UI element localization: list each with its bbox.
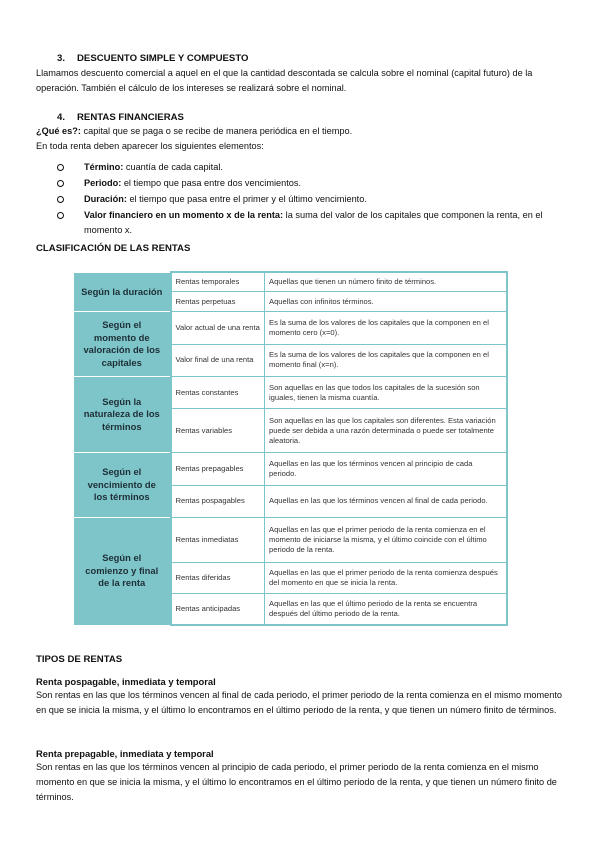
elements-intro: En toda renta deben aparecer los siguientes elementos: (36, 141, 264, 151)
bullet-circle-icon (57, 164, 64, 171)
section-4-number: 4. (57, 112, 66, 123)
type-cell: Valor actual de una renta (171, 312, 265, 344)
table-row (74, 376, 507, 408)
section-3-body: Llamamos descuento comercial a aquel en el que la cantidad descontada se calcula sobre el nominal (capital futuro) de la operación. También el cálculo de los intereses se realizará sobre el nominal. (36, 68, 533, 93)
element-term: Término: (84, 162, 124, 172)
table-row (74, 312, 507, 344)
description-cell: Son aquellas en las que los capitales son diferentes. Esta variación puede ser debida a una razón determinada o puede ser totalmente aleatoria. (265, 409, 507, 453)
category-cell: Según la duración (74, 272, 171, 312)
section-3-title: DESCUENTO SIMPLE Y COMPUESTO (77, 53, 249, 64)
element-term: Valor financiero en un momento x de la renta: (84, 210, 284, 220)
element-text: la suma del valor de los capitales que componen la renta, en el momento x. (84, 210, 543, 235)
type-cell: Rentas perpetuas (171, 292, 265, 312)
category-cell: Según el vencimiento de los términos (74, 453, 171, 518)
classification-heading: CLASIFICACIÓN DE LAS RENTAS (36, 243, 191, 254)
table-row (74, 272, 507, 292)
element-text: el tiempo que pasa entre dos vencimientos. (121, 178, 302, 188)
section-4-heading (57, 112, 184, 123)
type-cell: Rentas inmediatas (171, 517, 265, 562)
table-row (74, 517, 507, 562)
description-cell: Aquellas en las que el primer periodo de la renta comienza después del momento en que se inicia la renta. (265, 562, 507, 593)
section-3-heading (57, 53, 248, 64)
bullet-circle-icon (57, 196, 64, 203)
type-cell: Rentas prepagables (171, 453, 265, 485)
definition-question: ¿Qué es?: (36, 126, 81, 136)
renta-2-body: Son rentas en las que los términos vencen al principio de cada periodo, el primer periodo de la renta comienza en el mismo momento en que se inicia la misma, y el último lo encontramos en el último periodo de la renta, y que tienen un número finito de términos. (36, 762, 557, 802)
renta-1-title: Renta pospagable, inmediata y temporal (36, 676, 216, 687)
category-cell: Según el comienzo y final de la renta (74, 517, 171, 625)
category-cell: Según la naturaleza de los términos (74, 376, 171, 452)
list-item (57, 176, 577, 191)
description-cell: Aquellas en las que el último periodo de la renta se encuentra después del último periodo de la renta. (265, 594, 507, 625)
bullet-circle-icon (57, 180, 64, 187)
description-cell: Aquellas en las que los términos vencen al principio de cada periodo. (265, 453, 507, 485)
element-text: el tiempo que pasa entre el primer y el último vencimiento. (126, 194, 367, 204)
classification-table (73, 271, 508, 626)
type-cell: Rentas variables (171, 409, 265, 453)
bullet-circle-icon (57, 212, 64, 219)
description-cell: Aquellas con infinitos términos. (265, 292, 507, 312)
description-cell: Es la suma de los valores de los capitales que la componen en el momento final (x=n). (265, 344, 507, 376)
element-term: Duración: (84, 194, 127, 204)
section-4-title: RENTAS FINANCIERAS (77, 112, 184, 123)
type-cell: Rentas constantes (171, 376, 265, 408)
element-term: Periodo: (84, 178, 122, 188)
type-cell: Rentas diferidas (171, 562, 265, 593)
table-row (74, 453, 507, 485)
description-cell: Aquellas que tienen un número finito de términos. (265, 272, 507, 292)
tipos-heading: TIPOS DE RENTAS (36, 654, 123, 665)
type-cell: Rentas temporales (171, 272, 265, 292)
description-cell: Son aquellas en las que todos los capitales de la sucesión son iguales, tienen la misma cuantía. (265, 376, 507, 408)
description-cell: Aquellas en las que el primer periodo de la renta comienza en el momento de iniciarse la misma, y el último coincide con el último periodo de la renta. (265, 517, 507, 562)
description-cell: Es la suma de los valores de los capitales que la componen en el momento cero (x=0). (265, 312, 507, 344)
renta-1-body: Son rentas en las que los términos vencen al final de cada periodo, el primer periodo de la renta comienza en el mismo momento en que se inicia la misma, y el último lo encontramos en el último periodo de la renta, y que tienen un número finito de términos. (36, 690, 563, 715)
type-cell: Rentas anticipadas (171, 594, 265, 625)
section-3-number: 3. (57, 53, 66, 64)
element-text: cuantía de cada capital. (123, 162, 223, 172)
description-cell: Aquellas en las que los términos vencen al final de cada periodo. (265, 485, 507, 517)
definition-line (36, 124, 576, 139)
type-cell: Rentas pospagables (171, 485, 265, 517)
list-item (57, 160, 577, 175)
category-cell: Según el momento de valoración de los capitales (74, 312, 171, 377)
list-item (57, 208, 577, 238)
definition-text: capital que se paga o se recibe de manera periódica en el tiempo. (80, 126, 353, 136)
renta-2-title: Renta prepagable, inmediata y temporal (36, 748, 214, 759)
elements-list (57, 160, 577, 239)
type-cell: Valor final de una renta (171, 344, 265, 376)
list-item (57, 192, 577, 207)
